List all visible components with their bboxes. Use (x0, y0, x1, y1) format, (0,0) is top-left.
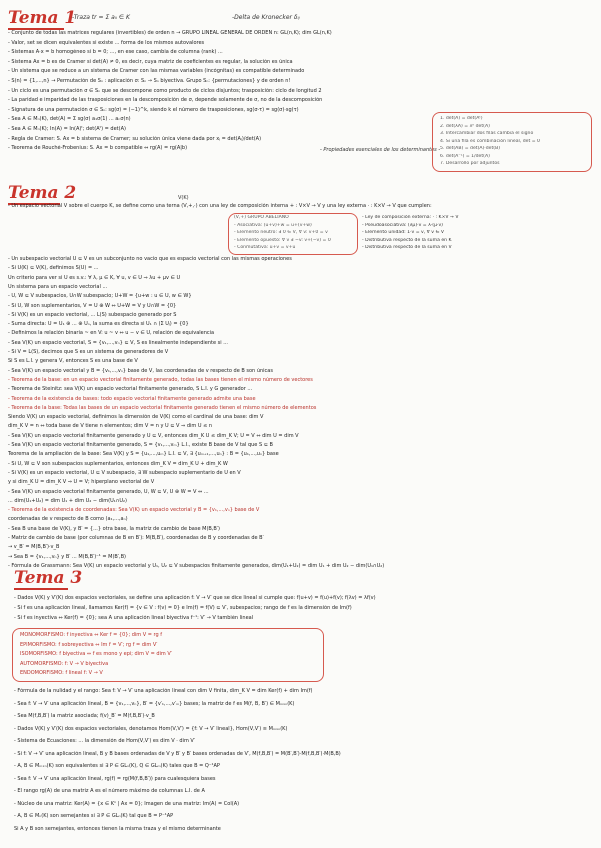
tema3-line-2: - Sea f: V → V′ una aplicación lineal, B = {v₁,...,vₙ}, B′ = {v′₁,...,v′ₘ} bases; la matriz de f es M(f, B, B′) ∈ Mₘₓₙ(K) (14, 700, 295, 707)
tema3-line: - Si f es una aplicación lineal, llamamos Ker(f) = {v ∈ V : f(v) = 0} e Im(f) = f(V) ⊆ V′, subespacios; rango de f es la dimensión de Im(f) (14, 605, 352, 611)
tema3-line-2: - Si f: V → V′ una aplicación lineal, B y B̄ bases ordenadas de V y B′ y B̄′ bases ordenadas de V′, M(f,B̄,B̄′) = M(B′,B̄′)·M(f,B,B′)·M(B̄,B) (14, 750, 341, 757)
tema1-line: - Sistemas A·x = b homogéneo si b = 0; ..., en ese caso, cambia de columna (rank) ... (8, 49, 223, 56)
tema2-line: - Sea V(K) un espacio vectorial finitamente generado, U, W ⊆ V, U ⊕ W = V ⇔ ... (8, 488, 209, 495)
external-law-item: - Ley de composición externa: · : K×V → V (362, 215, 459, 220)
tema2-line: Teorema de la ampliación de la base: Sea V(K) y S = {u₁,...,uₘ} L.I. ⊆ V, ∃ {uₘ₊₁,...,uₙ} : B = {u₁,...,uₙ} base (8, 451, 279, 458)
tema2-line: ... dim(U₁+U₂) = dim U₁ + dim U₂ − dim(U₁∩U₂) (8, 497, 128, 504)
tema1-line: - S(n) = {1,...,n} → Permutación de Sₙ : aplicación σ: Sₙ → Sₙ biyectiva. Grupo Sₙ: {permutaciones} y de orden n! (8, 78, 291, 84)
tema2-line: Un criterio para ver si U es s.v.: ∀ λ, μ ∈ K, ∀ u, v ∈ U ⇒ λu + μv ∈ U (8, 274, 181, 281)
determinant-prop: 5. det(AB) = det(A)·det(B) (440, 146, 501, 151)
tema3-title: Tema 3 (14, 568, 83, 588)
tema1-line: - Un ciclo es una permutación σ ∈ Sₙ que se descompone como producto de ciclos disjuntos; trasposición: ciclo de longitud 2 (8, 87, 322, 94)
tema2-line: Un sistema para un espacio vectorial ... (8, 283, 108, 290)
determinant-prop: 6. det(A⁻¹) = 1/det(A) (440, 153, 490, 159)
tema1-line: - Sea A ∈ Mₙ(K); In(A) = In(A)ᵗ; det(Aᵗ) = det(A) (8, 126, 126, 132)
determinant-prop: 4. Si una fila es combinación lineal, det = 0 (440, 138, 540, 144)
determinant-prop: 2. det(λA) = λⁿ det(A) (440, 123, 490, 129)
abelian-group-item: - Elemento neutro: ∃ 0 ∈ V, ∀ v: v+0 = v (234, 230, 328, 235)
external-law-item: - Elemento unidad: 1·v = v, ∀ v ∈ V (362, 230, 445, 235)
morphism-item: MONOMORFISMO: f inyectiva ⇔ Ker f = {0}; dim V = rg f (20, 632, 163, 638)
tema2-line: Si S es L.I. y genera V, entonces S es una base de V (8, 358, 138, 365)
tema1-line: - Regla de Cramer: S. Ax = b sistema de Cramer; su solución única viene dada por xⱼ = det(Aⱼ)/det(A) (8, 135, 262, 142)
morphism-item: ENDOMORFISMO: f lineal f: V → V (20, 670, 103, 676)
tema1-line: - Valor, set se dicen equivalentes si existe ... forma de los mismos autovalores (8, 39, 205, 46)
tema2-line: - Sea V(K) un espacio vectorial, S = {v₁,...,vₙ} ⊆ V, S es linealmente independiente si ... (8, 339, 228, 346)
tema1-line: - Sea A ∈ Mₙ(K), det(A) = Σ sg(σ) a₁σ(1) ... aₙσ(n) (8, 116, 131, 123)
tema3-line-2: - Núcleo de una matriz: Ker(A) = {x ∈ Kⁿ | Ax = 0}; Imagen de una matriz: Im(A) = Col(A) (14, 800, 240, 807)
abelian-group-item: - Elemento opuesto: ∀ v ∃ −v: v+(−v) = 0 (234, 237, 331, 243)
tema2-line: - Matriz de cambio de base (por columnas de B en B′): M(B,B′), coordenadas de B y coordenadas de B′ (8, 535, 264, 541)
tema3-line: - Dados V(K) y V′(K) dos espacios vectoriales, se define una aplicación f: V → V′ que se dice lineal si cumple que: f(u+v) = f(u)+f(v); f(λv) = λf(v) (14, 595, 376, 601)
tema2-title: Tema 2 (8, 183, 77, 203)
tema1-line: - Sistema Ax = b es de Cramer si det(A) ≠ 0, es decir, cuya matriz de coeficientes es regular, la solución es única (8, 58, 293, 65)
abelian-group-item: - Asociativa: (u+v)+w = u+(v+w) (234, 222, 312, 228)
tema2-line: - Sea B una base de V(K), y B′ = {...} otra base, la matriz de cambio de base M(B,B′) (8, 525, 220, 532)
external-law-item: - Pseudoasociativa: (λμ)·v = λ·(μ·v) (362, 222, 443, 228)
tema2-line: - Si U, W son suplementarios, V = U ⊕ W ⇔ U+W = V y U∩W = {0} (8, 302, 177, 309)
determinant-prop: 1. det(A) = det(Aᵗ) (440, 116, 483, 121)
abelian-group-item: - Conmutativa: u+v = v+u (234, 245, 296, 250)
tema3-line: - Si f es inyectiva ⇔ Ker(f) = {0}; sea A una aplicación lineal biyectiva f⁻¹: V′ → V también lineal (14, 615, 254, 621)
tema1-line: - Un sistema que se reduce a un sistema de Cramer con las mismas variables (incógnitas) es compatible determinado (8, 68, 305, 75)
tema1-subtitle2: -Delta de Kronecker δᵢⱼ (232, 14, 300, 21)
tema2-line: - Teorema de la base: en un espacio vectorial finitamente generado, todas las bases tienen el mismo número de vectores (8, 376, 313, 383)
tema3-line-2: - Sistema de Ecuaciones: ... la dimensión de Hom(V,V′) es dim V · dim V′ (14, 738, 195, 744)
tema2-line: coordenadas de v respecto de B como (a₁,...,aₙ) (8, 516, 128, 523)
tema3-line-2: - El rango rg(A) de una matriz A es el número máximo de columnas L.I. de A (14, 788, 205, 794)
tema2-line: - Fórmula de Grassmann: Sea V(K) un espacio vectorial y U₁, U₂ ⊆ V subespacios finitamente generados, dim(U₁+U₂) = dim U₁ + dim U₂ − dim(U₁∩U₂) (8, 562, 385, 569)
morphism-item: AUTOMORFISMO: f: V → V biyectiva (20, 660, 109, 667)
tema2-subtitle: V(K) (178, 195, 189, 201)
tema3-line-2: - Dados V(K) y V′(K) dos espacios vectoriales, denotamos Hom(V,V′) = {f: V → V′ lineal}, Hom(V,V′) ≅ Mₘₓₙ(K) (14, 725, 288, 732)
morphism-item: EPIMORFISMO: f sobreyectiva ⇔ Im f = V′; rg f = dim V′ (20, 641, 158, 648)
tema3-line-2: - Fórmula de la nulidad y el rango: Sea f: V → V′ una aplicación lineal con dim V finita, dim_K V = dim Ker(f) + dim Im(f) (14, 688, 313, 694)
tema3-line-2: - Sea M(f,B,B′) la matriz asociada; f(v)_B′ = M(f,B,B′)·v_B (14, 713, 155, 719)
tema2-line: - Si V = L(S), decimos que S es un sistema de generadores de V (8, 349, 169, 355)
determinant-prop: 7. Desarrollo por adjuntos (440, 161, 500, 166)
tema1-line: - Signatura de una permutación σ ∈ Sₙ: sg(σ) = (−1)^k, siendo k el número de trasposiciones, sg(σ·τ) = sg(σ)·sg(τ) (8, 106, 299, 113)
tema2-intro: - Un espacio vectorial V sobre el cuerpo K, se define como una terna (V,+,·) con una ley de composición interna + : V×V → V y una ley externa · : K×V → V que cumplen: (8, 203, 432, 209)
tema2-line: - Sea V(K) un espacio vectorial finitamente generado, S = {v₁,...,vₘ} L.I., existe B base de V tal que S ⊆ B (8, 442, 273, 448)
tema2-line: - Teorema de la existencia de bases: todo espacio vectorial finitamente generado admite una base (8, 395, 256, 402)
morphism-item: ISOMORFISMO: f biyectiva ⇔ f es mono y epi; dim V = dim V′ (20, 651, 172, 657)
tema3-line-2: Si A y B son semejantes, entonces tienen la misma traza y el mismo determinante (14, 825, 221, 832)
tema1-line: - La paridad e imparidad de las trasposiciones en la descomposición de σ, depende solamente de σ, no de la descomposición (8, 97, 323, 104)
tema3-line-2: - A, B ∈ Mₘₓₙ(K) son equivalentes si ∃ P ∈ GLₙ(K), Q ∈ GLₘ(K) tales que B = Q⁻¹AP (14, 763, 220, 769)
tema2-line: y si dim_K U = dim_K V ⇒ U = V; hiperplano vectorial de V (8, 479, 155, 486)
tema1-line: - Conjunto de todas las matrices regulares (invertibles) de orden n → GRUPO LINEAL GENERAL DE ORDEN n: GL(n,K); dim GL(n,K) (8, 30, 332, 36)
tema2-line: dim_K V = n ⇔ toda base de V tiene n elementos; dim V = n y U ⊆ V ⇒ dim U ≤ n (8, 423, 213, 430)
tema2-line: - Suma directa: U = U₁ ⊕ ... ⊕ Uₙ, la suma es directa si U₁ ∩ (Σ Uⱼ) = {0} (8, 321, 189, 328)
tema3-line-2: - A, B ∈ Mₙ(K) son semejantes si ∃ P ∈ GLₙ(K) tal que B = P⁻¹AP (14, 813, 174, 819)
external-law-item: - Distributiva respecto de la suma en K (362, 237, 452, 243)
tema2-line: - Un subespacio vectorial U ⊆ V es un subconjunto no vacío que es espacio vectorial con las mismas operaciones (8, 256, 292, 262)
abelian-group-item: (V,+) GRUPO ABELIANO (234, 215, 289, 220)
tema2-line: - Teorema de Steinitz: sea V(K) un espacio vectorial finitamente generado, S L.I. y G generador ... (8, 386, 253, 393)
tema2-line: - Definimos la relación binaria ~ en V: u ~ v ⇔ u − v ∈ U, relación de equivalencia (8, 330, 215, 337)
tema2-line: - Si V(K) es un espacio vectorial, U ⊆ V subespacio, ∃ W subespacio suplementario de U en V (8, 469, 241, 476)
tema3-line-2: - Sea f: V → V′ una aplicación lineal, rg(f) = rg(M(f,B,B′)) para cualesquiera bases (14, 775, 216, 782)
tema2-line: - Teorema de la base: Todas las bases de un espacio vectorial finitamente generado tienen el mismo número de elementos (8, 404, 317, 411)
tema2-line: - Sea V(K) un espacio vectorial finitamente generado y U ⊆ V, entonces dim_K U ≤ dim_K V; U = V ⇔ dim U = dim V (8, 432, 299, 439)
tema2-line: → v_B′ = M(B,B′)·v_B (8, 544, 60, 551)
tema1-line: - Teorema de Rouché-Frobenius: S. Ax = b compatible ⇔ rg(A) = rg(A|b) (8, 145, 188, 152)
tema2-line: - U, W ⊆ V subespacios, U∩W subespacio; U+W = {u+w : u ∈ U, w ∈ W} (8, 293, 192, 300)
tema2-line: Siendo V(K) un espacio vectorial, definimos la dimensión de V(K) como el cardinal de una base: dim V (8, 414, 264, 421)
tema1-subtitle: -Traza tr = Σ aᵢᵢ ∈ K (72, 14, 130, 21)
tema2-line: - Si U, W ⊆ V son subespacios suplementarios, entonces dim_K V = dim_K U + dim_K W (8, 460, 228, 467)
tema2-line: - Teorema de la existencia de coordenadas: Sea V(K) un espacio vectorial y B = {v₁,...,vₙ} base de V (8, 507, 260, 514)
determinant-prop: 3. Intercambiar dos filas cambia el signo (440, 131, 534, 136)
props-label: - Propiedades esenciales de los determinantes - (320, 147, 441, 153)
tema2-line: - Si U(K) ⊆ V(K), definimos S(U) = ... (8, 265, 99, 272)
tema1-title: Tema 1 (8, 8, 77, 28)
external-law-item: - Distributiva respecto de la suma en V (362, 245, 452, 250)
tema2-line: → Sea B = {v₁,...,vₙ} y B′ ... M(B,B′)⁻¹ = M(B′,B) (8, 553, 126, 560)
tema2-line: - Si V(K) es un espacio vectorial, ... L(S) subespacio generado por S (8, 311, 177, 318)
tema2-line: - Sea V(K) un espacio vectorial y B = {v₁,...,vₙ} base de V, las coordenadas de v respecto de B son únicas (8, 367, 273, 374)
